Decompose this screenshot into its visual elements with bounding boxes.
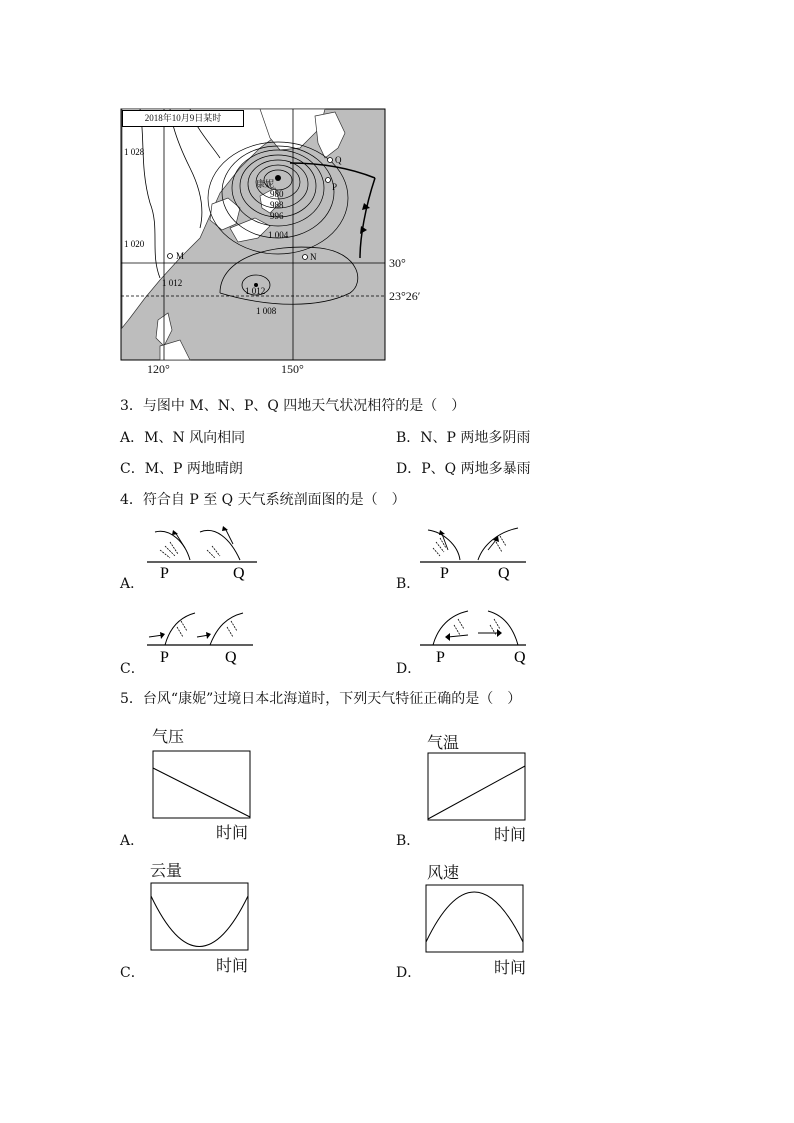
svg-text:1 012: 1 012 [162, 278, 183, 288]
q5-d-axis: 时间 [494, 958, 527, 977]
svg-text:Q: Q [335, 155, 342, 165]
q4-option-a-label[interactable]: A． [120, 576, 145, 592]
q4-b-p: P [440, 565, 449, 582]
svg-text:996: 996 [270, 211, 284, 221]
q4-stem: 4．符合自 P 至 Q 天气系统剖面图的是（ ） [120, 492, 406, 508]
q3-option-b[interactable]: B．N、P 两地多阴雨 [396, 430, 531, 446]
q5-b-title: 气温 [427, 733, 460, 752]
q5-a-title: 气压 [152, 727, 185, 746]
q3-option-c[interactable]: C．M、P 两地晴朗 [120, 461, 243, 477]
q5-option-c-label[interactable]: C． [120, 965, 145, 981]
svg-text:N: N [310, 252, 317, 262]
q4-c-p: P [160, 649, 169, 666]
svg-text:M: M [176, 251, 185, 261]
q4-diagram-b[interactable] [418, 520, 533, 585]
lat-tropic-label: 23°26′ [389, 289, 421, 303]
q4-diagram-a[interactable] [145, 520, 260, 585]
lat-30-label: 30° [389, 256, 406, 270]
q5-c-title: 云量 [150, 861, 183, 880]
svg-text:1 028: 1 028 [124, 147, 145, 157]
svg-text:1 008: 1 008 [256, 306, 277, 316]
q4-option-d-label[interactable]: D． [396, 661, 422, 677]
q5-graph-a[interactable] [152, 750, 252, 820]
q3-option-d[interactable]: D．P、Q 两地多暴雨 [396, 461, 531, 477]
q4-diagram-d[interactable] [418, 605, 533, 670]
q5-d-title: 风速 [427, 863, 460, 882]
q4-option-c-label[interactable]: C． [120, 661, 145, 677]
q5-c-axis: 时间 [216, 956, 249, 975]
q4-a-p: P [160, 565, 169, 582]
weather-map-svg [120, 108, 386, 361]
svg-text:988: 988 [270, 200, 284, 210]
svg-text:康妮: 康妮 [256, 179, 275, 189]
lon-150-label: 150° [281, 362, 304, 376]
q3-stem: 3．与图中 M、N、P、Q 四地天气状况相符的是（ ） [120, 398, 466, 414]
weather-map [120, 108, 386, 361]
q5-a-axis: 时间 [216, 823, 249, 842]
svg-text:1 012: 1 012 [245, 286, 266, 296]
q5-b-axis: 时间 [494, 825, 527, 844]
svg-text:980: 980 [270, 189, 284, 199]
q4-d-q: Q [514, 649, 526, 666]
q5-graph-b[interactable] [427, 752, 527, 822]
q4-d-p: P [436, 649, 445, 666]
svg-text:P: P [332, 182, 338, 192]
q4-a-q: Q [233, 565, 245, 582]
q5-stem: 5．台风“康妮”过境日本北海道时，下列天气特征正确的是（ ） [120, 691, 522, 707]
q5-graph-c[interactable] [150, 882, 250, 952]
svg-text:1 004: 1 004 [268, 230, 289, 240]
map-title: 2018年10月9日某时 [144, 113, 222, 123]
q4-b-q: Q [498, 565, 510, 582]
q5-graph-d[interactable] [425, 884, 525, 954]
svg-text:1 020: 1 020 [124, 239, 145, 249]
q4-option-b-label[interactable]: B． [396, 576, 421, 592]
q5-option-d-label[interactable]: D． [396, 965, 422, 981]
q4-diagram-c[interactable] [145, 605, 260, 670]
q3-option-a[interactable]: A．M、N 风向相同 [120, 430, 246, 446]
q5-option-a-label[interactable]: A． [120, 833, 145, 849]
q5-option-b-label[interactable]: B． [396, 833, 421, 849]
lon-120-label: 120° [147, 362, 170, 376]
map-title-box [122, 110, 244, 127]
q4-c-q: Q [225, 649, 237, 666]
